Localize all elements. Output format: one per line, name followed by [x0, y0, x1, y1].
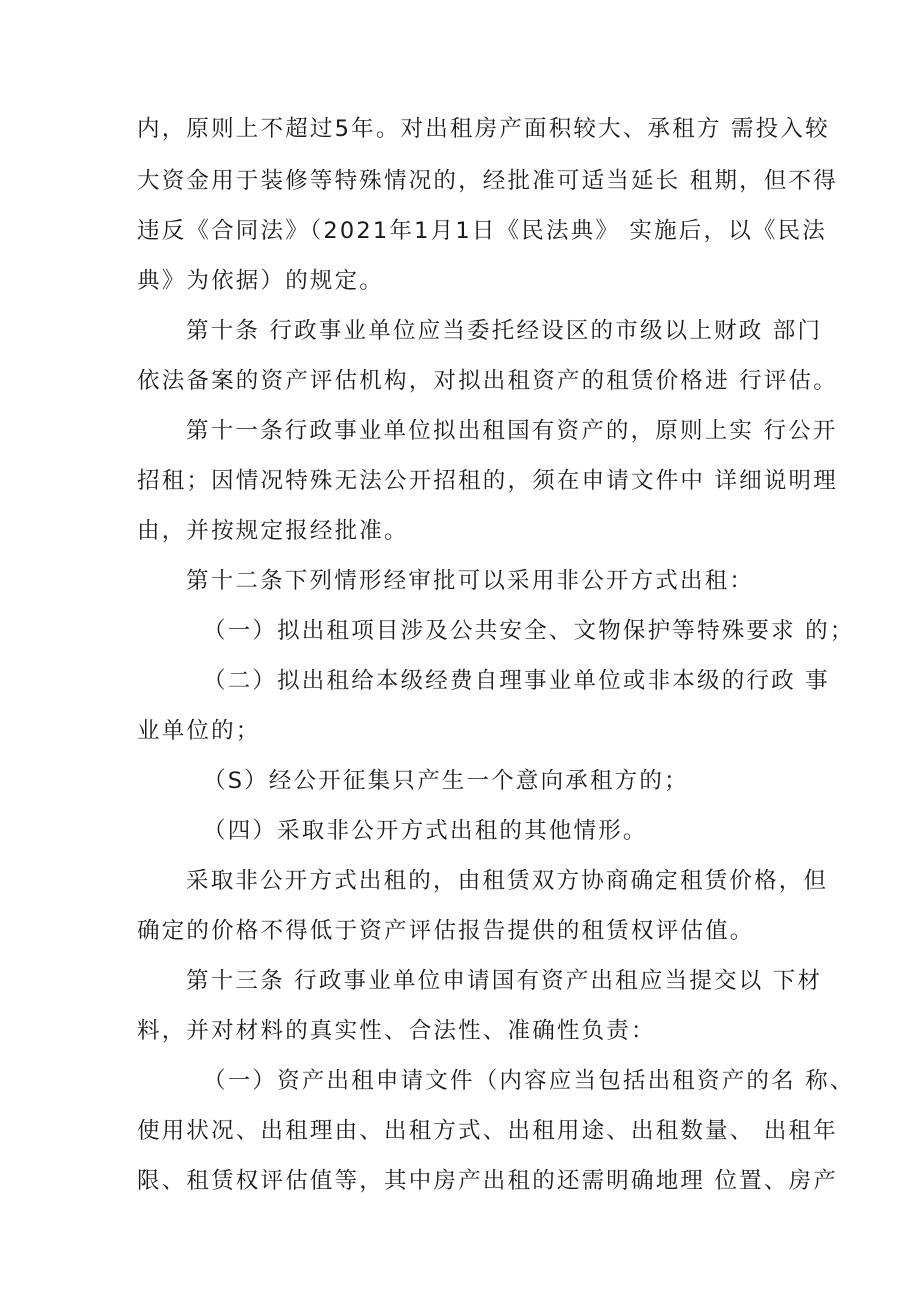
text-line: 采取非公开方式出租的，由租赁双方协商确定租赁价格，但: [186, 868, 829, 894]
article-10-line: 第十条 行政事业单位应当委托经设区的市级以上财政 部门: [186, 318, 823, 344]
text-line: 依法备案的资产评估机构，对拟出租资产的租赁价格进 行评估。: [137, 368, 838, 394]
list-item: （四）采取非公开方式出租的其他情形。: [203, 818, 648, 844]
text-line: 确定的价格不得低于资产评估报告提供的租赁权评估值。: [137, 918, 755, 944]
article-13-line: 第十三条 行政事业单位申请国有资产出租应当提交以 下材: [186, 968, 823, 994]
text-line: 大资金用于装修等特殊情况的，经批准可适当延长 租期，但不得: [137, 168, 838, 194]
list-item: （一）资产出租申请文件（内容应当包括出租资产的名 称、: [203, 1068, 855, 1094]
text-line: 内，原则上不超过5年。对出租房产面积较大、承租方 需投入较: [137, 116, 830, 142]
list-item: （二）拟出租给本级经费自理事业单位或非本级的行政 事: [203, 668, 830, 694]
article-11-line: 第十一条行政事业单位拟出租国有资产的，原则上实 行公开: [186, 418, 838, 444]
list-item: （S）经公开征集只产生一个意向承租方的；: [203, 768, 689, 794]
text-line: 招租；因情况特殊无法公开招租的，须在申请文件中 详细说明理: [137, 468, 838, 494]
list-item: （一）拟出租项目涉及公共安全、文物保护等特殊要求 的；: [203, 618, 855, 644]
text-line: 违反《合同法》（2021年1月1日《民法典》 实施后，以《民法: [137, 218, 827, 244]
text-line: 由，并按规定报经批准。: [137, 518, 409, 544]
text-line: 限、租赁权评估值等，其中房产出租的还需明确地理 位置、房产: [137, 1168, 838, 1194]
text-line: 典》为依据）的规定。: [137, 268, 385, 294]
text-line: 使用状况、出租理由、出租方式、出租用途、出租数量、 出租年: [137, 1118, 838, 1144]
article-12-line: 第十二条下列情形经审批可以采用非公开方式出租：: [186, 568, 755, 594]
text-line: 业单位的；: [137, 718, 261, 744]
text-line: 料，并对材料的真实性、合法性、准确性负责：: [137, 1018, 656, 1044]
